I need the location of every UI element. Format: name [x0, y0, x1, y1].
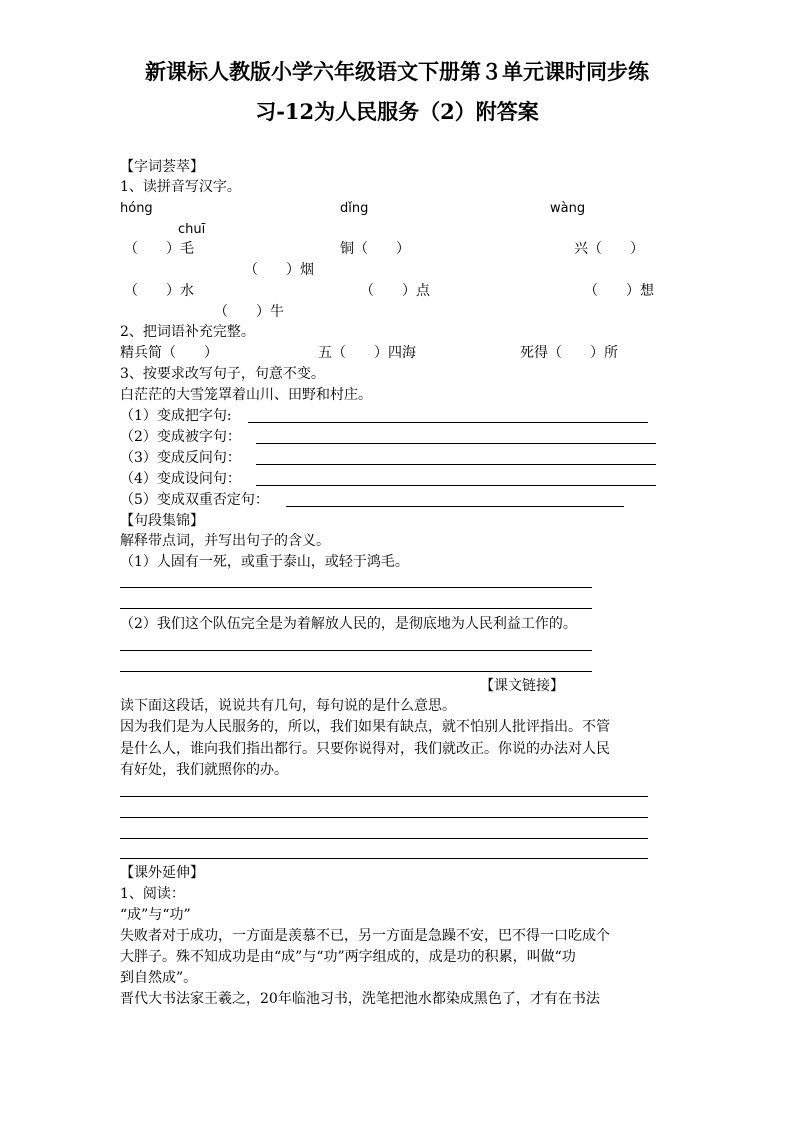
idiom-3: 死得（ ）所 [520, 345, 618, 361]
passage-line: 因为我们是为人民服务的，所以，我们如果有缺点，就不怕别人批评指出。不管 [120, 719, 610, 735]
answer-line[interactable] [120, 796, 648, 797]
article-title: “成”与“功” [120, 907, 191, 923]
answer-line[interactable] [120, 608, 592, 609]
question-1: 1、读拼音写汉字。 [120, 179, 241, 195]
article-line: 失败者对于成功，一方面是羡慕不已，另一方面是急躁不安，巴不得一口吃成个 [120, 928, 610, 944]
idiom-2: 五（ ）四海 [318, 345, 416, 361]
section2-intro: 解释带点词，并写出句子的含义。 [120, 533, 330, 549]
sentence-2: （2）我们这个队伍完全是为着解放人民的，是彻底地为人民利益工作的。 [120, 616, 577, 632]
section-heading-words: 【字词荟萃】 [120, 159, 204, 175]
source-sentence: 白茫茫的大雪笼罩着山川、田野和村庄。 [120, 387, 372, 403]
blank-wang: 兴（ ） [574, 241, 644, 257]
article-line: 晋代大书法家王羲之，20年临池习书，洗笔把池水都染成黑色了，才有在书法 [120, 991, 600, 1007]
pinyin-hong: hóng [120, 201, 153, 216]
reading-question: 1、阅读： [120, 886, 185, 902]
task-2: （2）变成被字句： [120, 429, 241, 445]
answer-line[interactable] [120, 650, 592, 651]
task-5: （5）变成双重否定句： [120, 492, 269, 508]
answer-line[interactable] [286, 506, 624, 507]
blank-hong: （ ）毛 [124, 241, 194, 257]
answer-line[interactable] [256, 485, 656, 486]
answer-line[interactable] [120, 858, 648, 859]
article-line: 大胖子。殊不知成功是由“成”与“功”两字组成的，成是功的积累，叫做“功 [120, 949, 576, 965]
blank-ding: 铜（ ） [340, 241, 410, 257]
question-3: 3、按要求改写句子，句意不变。 [120, 366, 325, 382]
sentence-1: （1）人固有一死，或重于泰山，或轻于鸿毛。 [120, 554, 409, 570]
blank-row2-4: （ ）牛 [214, 304, 284, 320]
blank-row2-2: （ ）点 [360, 283, 430, 299]
blank-row2-1: （ ）水 [124, 283, 194, 299]
task-3: （3）变成反问句： [120, 450, 241, 466]
section-heading-text-link: 【课文链接】 [480, 678, 564, 694]
article-line: 到自然成”。 [120, 970, 198, 986]
passage-line: 有好处，我们就照你的办。 [120, 762, 288, 778]
answer-line[interactable] [120, 587, 592, 588]
section-heading-extension: 【课外延伸】 [120, 865, 204, 881]
answer-line[interactable] [120, 838, 648, 839]
page-title-line2: 习-12为人民服务（2）附答案 [255, 99, 539, 124]
blank-row2-3: （ ）想 [584, 283, 654, 299]
answer-line[interactable] [120, 671, 592, 672]
section3-intro: 读下面这段话，说说共有几句，每句说的是什么意思。 [120, 698, 456, 714]
passage-line: 是什么人，谁向我们指出都行。只要你说得对，我们就改正。你说的办法对人民 [120, 741, 610, 757]
page-title-line1: 新课标人教版小学六年级语文下册第３单元课时同步练 [145, 59, 649, 84]
question-2: 2、把词语补充完整。 [120, 324, 255, 340]
answer-line[interactable] [256, 464, 656, 465]
answer-line[interactable] [256, 443, 656, 444]
task-1: （1）变成把字句: [120, 408, 232, 424]
pinyin-ding: dǐng [340, 201, 369, 216]
idiom-1: 精兵简（ ） [120, 345, 218, 361]
section-heading-sentences: 【句段集锦】 [120, 513, 204, 529]
task-4: （4）变成设问句： [120, 471, 241, 487]
answer-line[interactable] [120, 817, 648, 818]
pinyin-wang: wàng [550, 201, 586, 216]
pinyin-chui: chuī [178, 222, 206, 237]
blank-chui: （ ）烟 [244, 262, 314, 278]
answer-line[interactable] [248, 422, 648, 423]
